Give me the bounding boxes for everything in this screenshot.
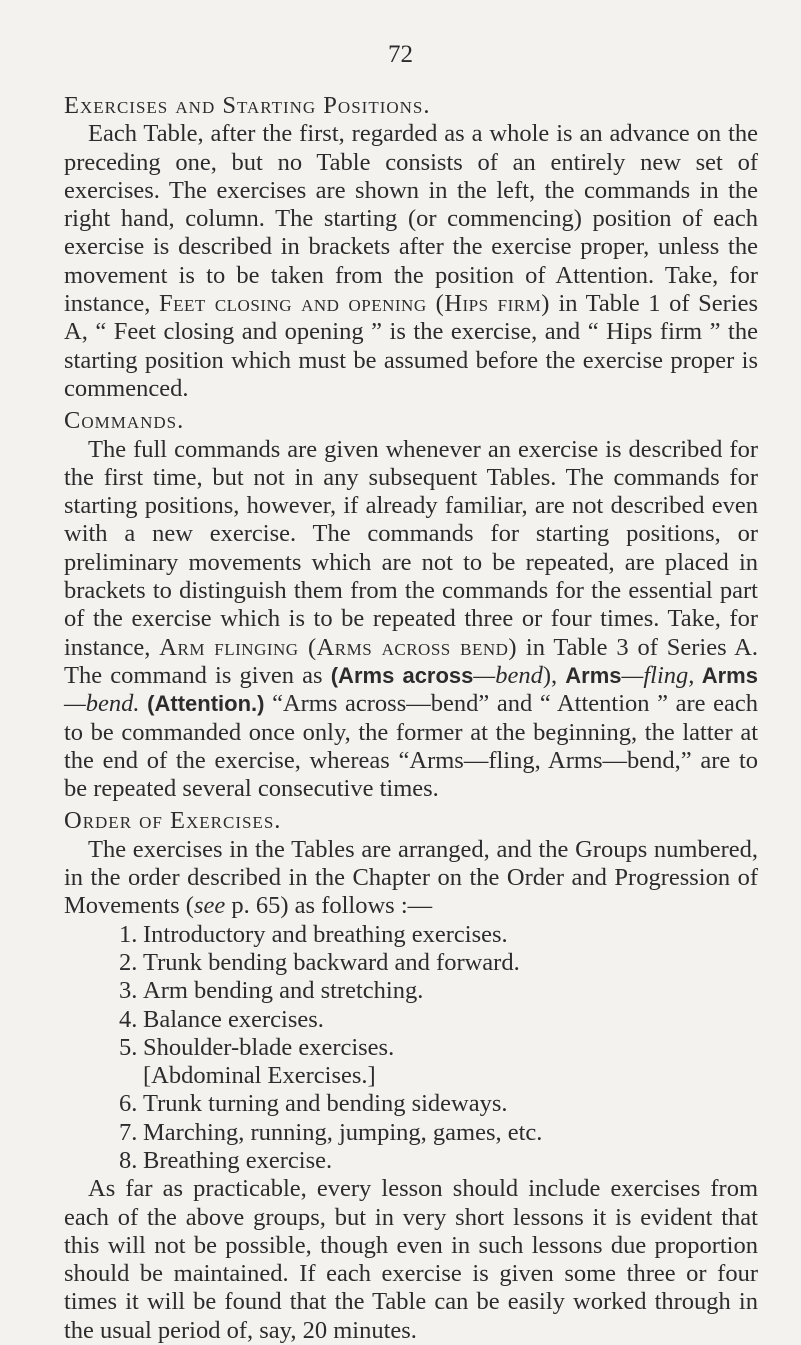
list-text: Balance exercises. bbox=[143, 1005, 324, 1033]
list-number: 8. bbox=[119, 1146, 138, 1174]
section-heading-exercises: Exercises and Starting Positions. bbox=[64, 92, 431, 119]
list-number: 2. bbox=[119, 948, 138, 976]
list-number: 1. bbox=[119, 920, 138, 948]
paragraph-closing: As far as practicable, every lesson should include exercises from each of the above groups, but in very short lessons it is evident that this will not be possible, though even in such lessons due proportion should be maintained. If each exercise is given some three or four times it will be found that the Table can be easily worked through in the usual period of, say, 20 minutes. bbox=[64, 1175, 758, 1344]
command-italic: —bend. bbox=[64, 690, 140, 718]
text-run: Each Table, after the first, regarded as a whole is an advance on the preceding one, but no Table consists of an entirely new set of exercises. The exercises are shown in the left, the commands in the right hand, column. The starting (or commencing) position of each exercise is described in brackets after the exercise proper, unless the movement is to be taken from the position of Attention. Take, for instance, bbox=[64, 120, 758, 318]
paragraph-order-intro bbox=[64, 836, 758, 921]
list-number: 6. bbox=[119, 1090, 138, 1118]
list-item bbox=[119, 1119, 758, 1147]
list-text: Arm bending and stretching. bbox=[143, 977, 424, 1005]
list-item bbox=[119, 1147, 758, 1175]
list-item bbox=[119, 977, 758, 1005]
command-italic: —bend bbox=[473, 661, 543, 689]
list-text: Breathing exercise. bbox=[143, 1146, 333, 1174]
list-number: 7. bbox=[119, 1118, 138, 1146]
text-run: in Table 1 of Series A, “ Feet closing and opening ” is the exercise, and “ Hips firm ” the starting position which must be assumed before the exercise proper is commenced. bbox=[64, 290, 758, 402]
paragraph-commands bbox=[64, 436, 758, 804]
command-text: (Attention.) bbox=[139, 691, 265, 717]
text-run: p. 65) as follows :— bbox=[225, 892, 433, 920]
list-item bbox=[119, 921, 758, 949]
list-item-bracketed: [Abdominal Exercises.] bbox=[143, 1062, 376, 1090]
command-text: Arms bbox=[694, 662, 758, 688]
list-number: 3. bbox=[119, 977, 138, 1005]
command-text: Arms bbox=[565, 662, 622, 688]
list-text: Trunk turning and bending sideways. bbox=[143, 1090, 508, 1118]
see-reference: see bbox=[193, 892, 226, 920]
command-text: (Arms across bbox=[330, 662, 474, 688]
text-run: “Arms across—bend” and “ Attention ” are each to be commanded once only, the former at the beginning, the latter at the end of the exercise, whereas “Arms—fling, Arms—bend,” are to be repeated several consecutive times. bbox=[64, 690, 759, 803]
list-number: 4. bbox=[119, 1005, 138, 1033]
text-run: The exercises in the Tables are arranged, and the Groups numbered, in the order described in the Chapter on the Order and Progression of Movements ( bbox=[64, 835, 758, 920]
list-text: Marching, running, jumping, games, etc. bbox=[143, 1118, 543, 1146]
command-italic: —fling, bbox=[621, 661, 695, 689]
section-heading-commands: Commands. bbox=[64, 407, 185, 435]
list-item bbox=[119, 1090, 758, 1118]
example-exercise-name: Feet closing and opening (Hips firm) bbox=[158, 290, 550, 318]
list-number: 5. bbox=[119, 1033, 138, 1061]
page-number: 72 bbox=[388, 41, 413, 68]
list-item bbox=[119, 949, 758, 977]
list-text: Shoulder-blade exercises. bbox=[143, 1033, 395, 1061]
page-body bbox=[64, 92, 758, 1345]
section-heading-order: Order of Exercises. bbox=[64, 807, 282, 835]
exercise-groups-list bbox=[64, 921, 758, 1176]
list-text: Introductory and breathing exercises. bbox=[143, 920, 508, 948]
text-run: ), bbox=[542, 661, 566, 689]
list-item bbox=[119, 1006, 758, 1034]
paragraph-exercises bbox=[64, 120, 758, 403]
text-run: in Table 3 of Series A. The command is given as bbox=[64, 633, 758, 689]
text-run: The full commands are given whenever an exercise is described for the first time, but not in any subsequent Tables. The commands for starting positions, however, if already familiar, are not described even with a new exercise. The commands for starting positions, or preliminary movements which are not to be repeated, are placed in brackets to distinguish them from the commands for the essential part of the exercise which is to be repeated three or four times. Take, for instance, bbox=[64, 435, 758, 661]
list-item bbox=[119, 1034, 758, 1062]
example-exercise-name: Arm flinging (Arms across bend) bbox=[159, 633, 518, 661]
list-text: Trunk bending backward and forward. bbox=[143, 948, 520, 976]
